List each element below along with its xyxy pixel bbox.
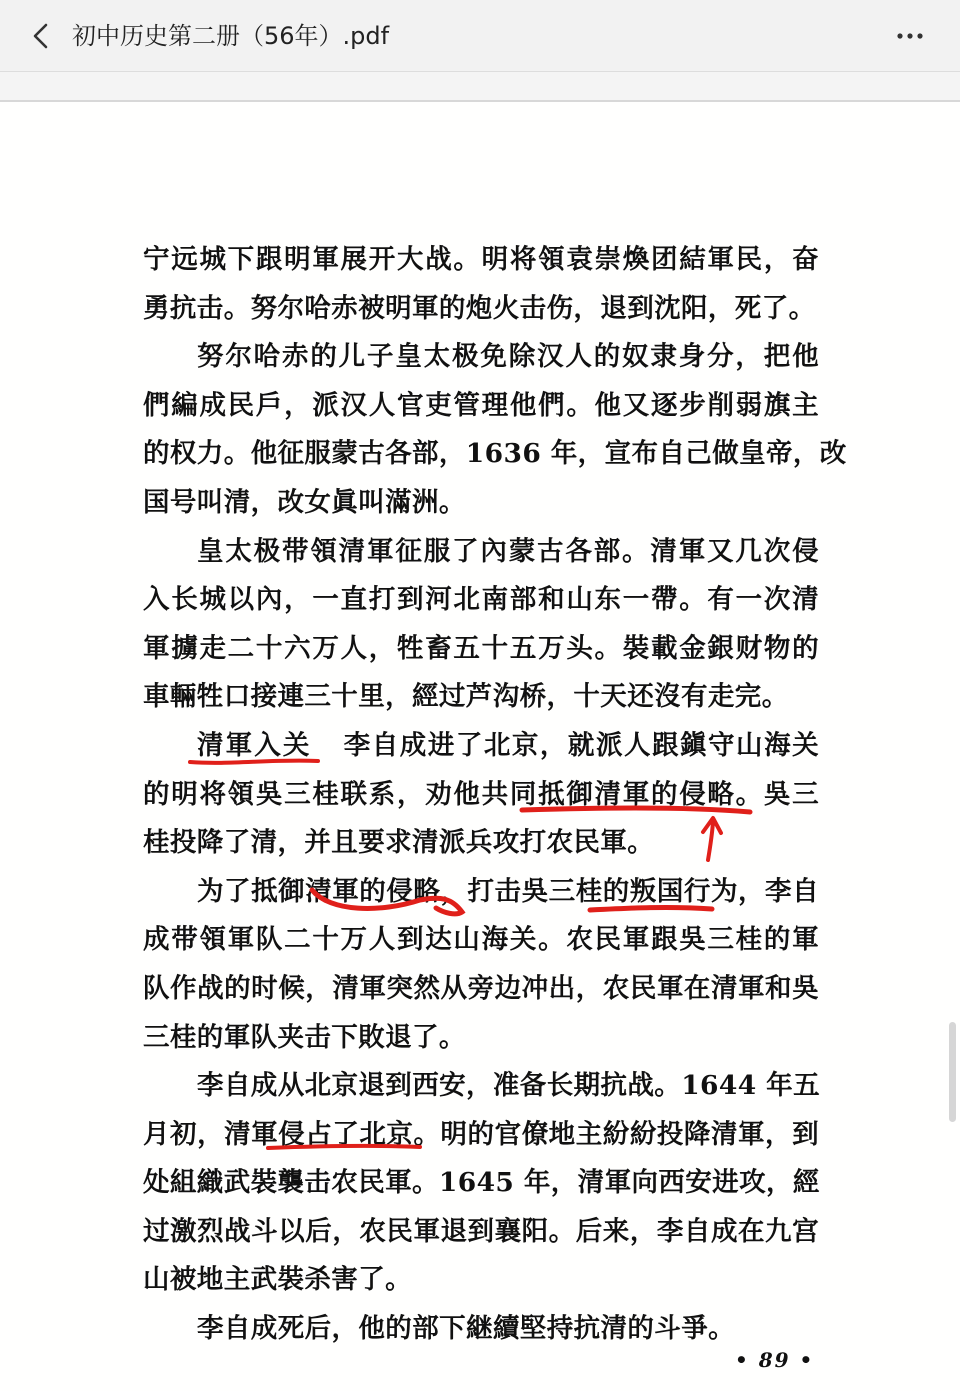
- page-number: • 89 •: [735, 1348, 815, 1372]
- text-line: 的明将領吳三桂联系，劝他共同抵御清軍的侵略。吳三: [143, 778, 819, 810]
- text-line-content: 李自成进了北京，就派人跟鎭守山海关: [343, 729, 819, 761]
- page-body-text: [143, 236, 847, 1354]
- text-line-heading: [143, 722, 819, 771]
- text-line: 李自成死后，他的部下継續堅持抗清的斗爭。: [197, 1313, 735, 1345]
- text-line: 勇抗击。努尔哈赤被明軍的炮火击伤，退到沈阳，死了。: [143, 292, 816, 324]
- chevron-left-icon: [22, 16, 62, 56]
- text-line: 月初，清軍侵占了北京。明的官僚地主紛紛投降清軍，到: [143, 1118, 819, 1150]
- back-button[interactable]: [22, 16, 62, 56]
- scrollbar-thumb[interactable]: [949, 1022, 956, 1122]
- text-line: 为了抵御清軍的侵略，打击吳三桂的叛国行为，李自: [197, 875, 819, 907]
- text-line: 处組織武裝襲击农民軍。1645 年，清軍向西安进攻，經: [143, 1167, 820, 1199]
- top-toolbar: [0, 0, 960, 72]
- text-line: 李自成从北京退到西安，准备长期抗战。1644 年五: [197, 1070, 820, 1102]
- pdf-page: [0, 102, 960, 1391]
- more-horizontal-icon: [890, 16, 930, 56]
- document-title: 初中历史第二册（56年）.pdf: [72, 22, 390, 50]
- section-heading: 清軍入关: [197, 729, 312, 761]
- page-gap: [0, 72, 960, 102]
- text-line: 三桂的軍队夹击下敗退了。: [143, 1021, 466, 1053]
- text-line: 宁远城下跟明軍展开大战。明将領袁崇煥团結軍民，奋: [143, 244, 819, 275]
- text-line: 們編成民戶，派汉人官吏管理他們。他又逐步削弱旗主: [143, 389, 819, 421]
- text-line: 皇太极带領清軍征服了內蒙古各部。清軍又几次侵: [197, 535, 819, 567]
- text-line: 的权力。他征服蒙古各部，1636 年，宣布自己做皇帝，改: [143, 438, 847, 470]
- text-line: 車輛牲口接連三十里，經过芦沟桥，十天还沒有走完。: [143, 681, 789, 713]
- text-line: 努尔哈赤的儿子皇太极免除汉人的奴隶身分，把他: [197, 341, 819, 373]
- text-line: 成带領軍队二十万人到达山海关。农民軍跟吳三桂的軍: [143, 924, 819, 956]
- text-line: 桂投降了清，并且要求清派兵攻打农民軍。: [143, 827, 655, 859]
- text-line: 过激烈战斗以后，农民軍退到襄阳。后来，李自成在九宫: [143, 1215, 819, 1247]
- text-line: 国号叫清，改女眞叫滿洲。: [143, 486, 466, 518]
- text-line: 軍擄走二十六万人，牲畜五十五万头。裝載金銀财物的: [143, 632, 819, 664]
- text-line: 入长城以內，一直打到河北南部和山东一帶。有一次清: [143, 584, 819, 616]
- more-options-button[interactable]: [890, 16, 930, 56]
- text-line: 队作战的时候，清軍突然从旁边冲出，农民軍在清軍和吳: [143, 972, 819, 1004]
- text-line: 山被地主武裝杀害了。: [143, 1264, 412, 1296]
